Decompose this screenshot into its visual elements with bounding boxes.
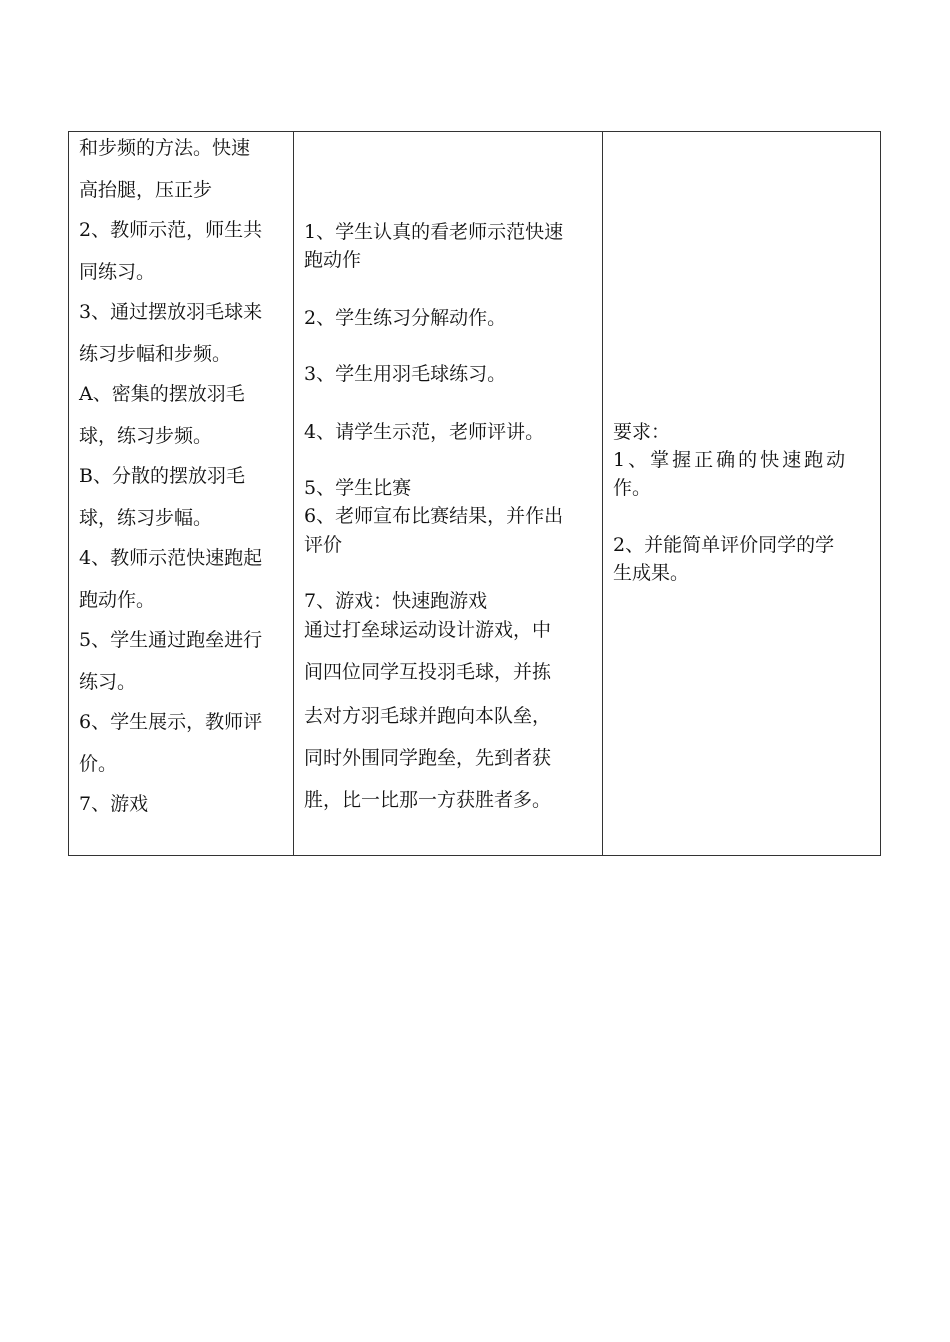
teacher-activity-cell bbox=[69, 132, 294, 855]
text-line: 6、学生展示，教师评 bbox=[79, 711, 263, 733]
text-line: 4、教师示范快速跑起 bbox=[79, 547, 263, 569]
text-line: 4、请学生示范，老师评讲。 bbox=[304, 421, 545, 443]
text-line: 5、学生比赛 bbox=[304, 477, 412, 499]
text-line: 练习步幅和步频。 bbox=[79, 343, 232, 365]
text-line: 通过打垒球运动设计游戏，中 bbox=[304, 619, 552, 641]
text-line: 7、游戏 bbox=[79, 793, 149, 815]
lesson-table bbox=[68, 131, 881, 856]
text-line: 1、掌握正确的快速跑动 bbox=[613, 449, 849, 471]
text-line: 同时外围同学跑垒，先到者获 bbox=[304, 747, 552, 769]
text-line: 去对方羽毛球并跑向本队垒， bbox=[304, 705, 552, 727]
text-line: 评价 bbox=[304, 534, 343, 556]
text-line: 2、学生练习分解动作。 bbox=[304, 307, 507, 329]
text-line: 胜，比一比那一方获胜者多。 bbox=[304, 789, 552, 811]
text-line: 7、游戏：快速跑游戏 bbox=[304, 590, 488, 612]
text-line: 5、学生通过跑垒进行 bbox=[79, 629, 263, 651]
text-line: 3、学生用羽毛球练习。 bbox=[304, 363, 507, 385]
text-line: 作。 bbox=[613, 477, 652, 499]
text-line: 2、并能简单评价同学的学 bbox=[613, 534, 835, 556]
text-line: 练习。 bbox=[79, 671, 137, 693]
requirements-cell bbox=[603, 132, 880, 855]
text-line: 跑动作 bbox=[304, 249, 362, 271]
text-line: 同练习。 bbox=[79, 261, 156, 283]
text-line: 2、教师示范，师生共 bbox=[79, 219, 263, 241]
text-line: 高抬腿，压正步 bbox=[79, 179, 213, 201]
text-line: 价。 bbox=[79, 753, 118, 775]
text-line: 和步频的方法。快速 bbox=[79, 137, 251, 159]
text-line: 跑动作。 bbox=[79, 589, 156, 611]
text-line: A、密集的摆放羽毛 bbox=[79, 383, 245, 405]
text-line: 3、通过摆放羽毛球来 bbox=[79, 301, 263, 323]
text-line: 球，练习步幅。 bbox=[79, 507, 213, 529]
text-line: 生成果。 bbox=[613, 562, 690, 584]
student-activity-cell bbox=[294, 132, 603, 855]
text-line: B、分散的摆放羽毛 bbox=[79, 465, 245, 487]
text-line: 要求： bbox=[613, 421, 671, 443]
text-line: 球，练习步频。 bbox=[79, 425, 213, 447]
text-line: 6、老师宣布比赛结果，并作出 bbox=[304, 505, 564, 527]
text-line: 1、学生认真的看老师示范快速 bbox=[304, 221, 564, 243]
text-line: 间四位同学互投羽毛球，并拣 bbox=[304, 661, 552, 683]
